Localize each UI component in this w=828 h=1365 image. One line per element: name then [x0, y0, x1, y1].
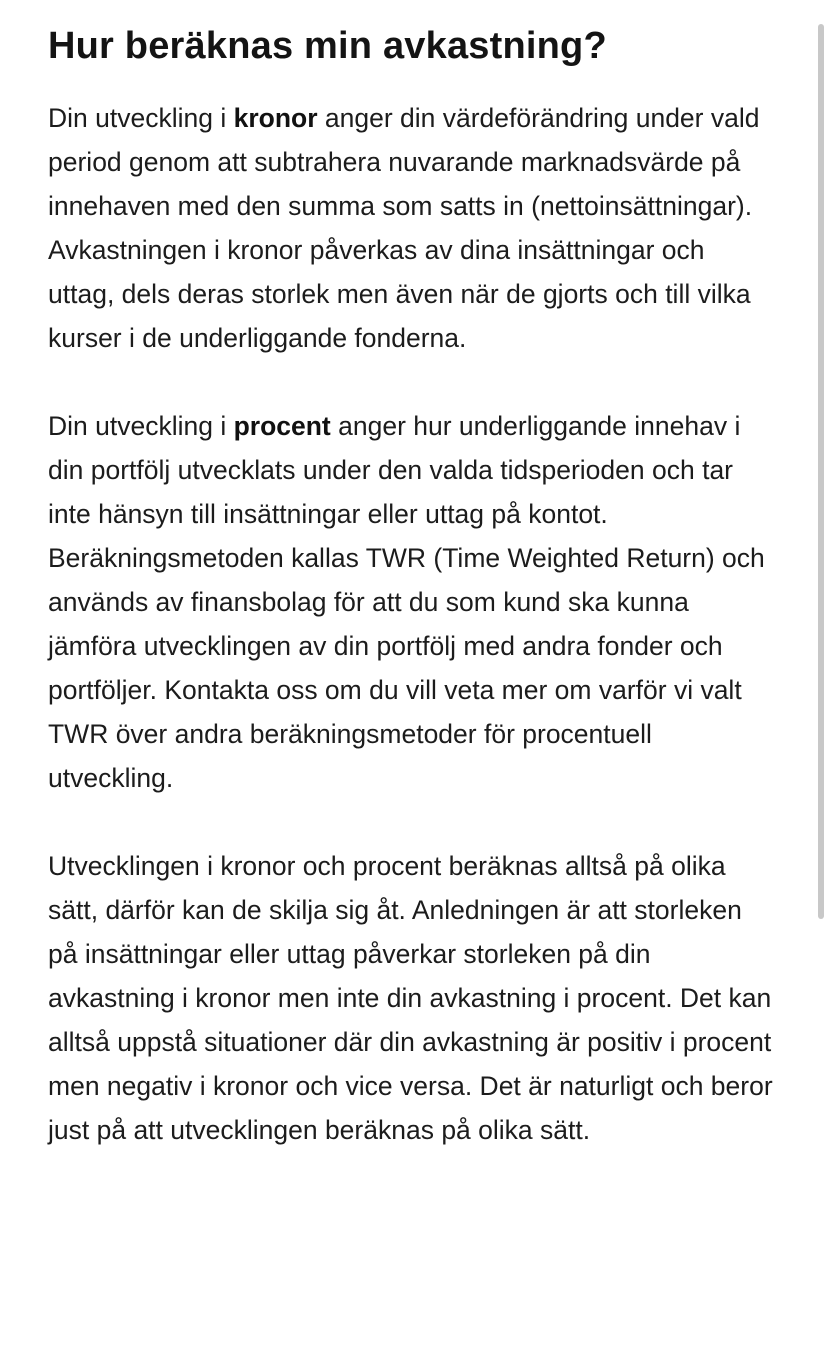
article [48, 22, 778, 1196]
paragraph-summary: Utvecklingen i kronor och procent beräknas alltså på olika sätt, därför kan de skilja sig åt. Anledningen är att storleken på insättningar eller uttag påverkar storleken på din avkastning i kronor men inte din avkastning i procent. Det kan alltså uppstå situationer där din avkastning är positiv i procent men negativ i kronor och vice versa. Det är naturligt och beror just på att utvecklingen beräknas på olika sätt. [48, 851, 773, 1145]
paragraph-procent-intro: Din utveckling i [48, 411, 234, 441]
keyword-kronor: kronor [233, 103, 318, 133]
page-title: Hur beräknas min avkastning? [48, 25, 607, 67]
paragraph-procent-body: anger hur underliggande innehav i din portfölj utvecklats under den valda tidsperioden och tar inte hänsyn till insättningar eller uttag på kontot. Beräkningsmetoden kallas TWR (Time Weighted Return) och används av finansbolag för att du som kund ska kunna jämföra utvecklingen av din portfölj med andra fonder och portföljer. Kontakta oss om du vill veta mer om varför vi valt TWR över andra beräkningsmetoder för procentuell utveckling. [48, 411, 765, 793]
scrollbar[interactable] [818, 24, 824, 919]
paragraph-procent [48, 404, 778, 800]
paragraph-kronor-intro: Din utveckling i [48, 103, 234, 133]
paragraph-kronor [48, 96, 778, 360]
paragraph-kronor-body: anger din värdeförändring under vald period genom att subtrahera nuvarande marknadsvärde på innehaven med den summa som satts in (nettoinsättningar). Avkastningen i kronor påverkas av dina insättningar och uttag, dels deras storlek men även när de gjorts och till vilka kurser i de underliggande fonderna. [48, 103, 760, 353]
keyword-procent: procent [233, 411, 331, 441]
